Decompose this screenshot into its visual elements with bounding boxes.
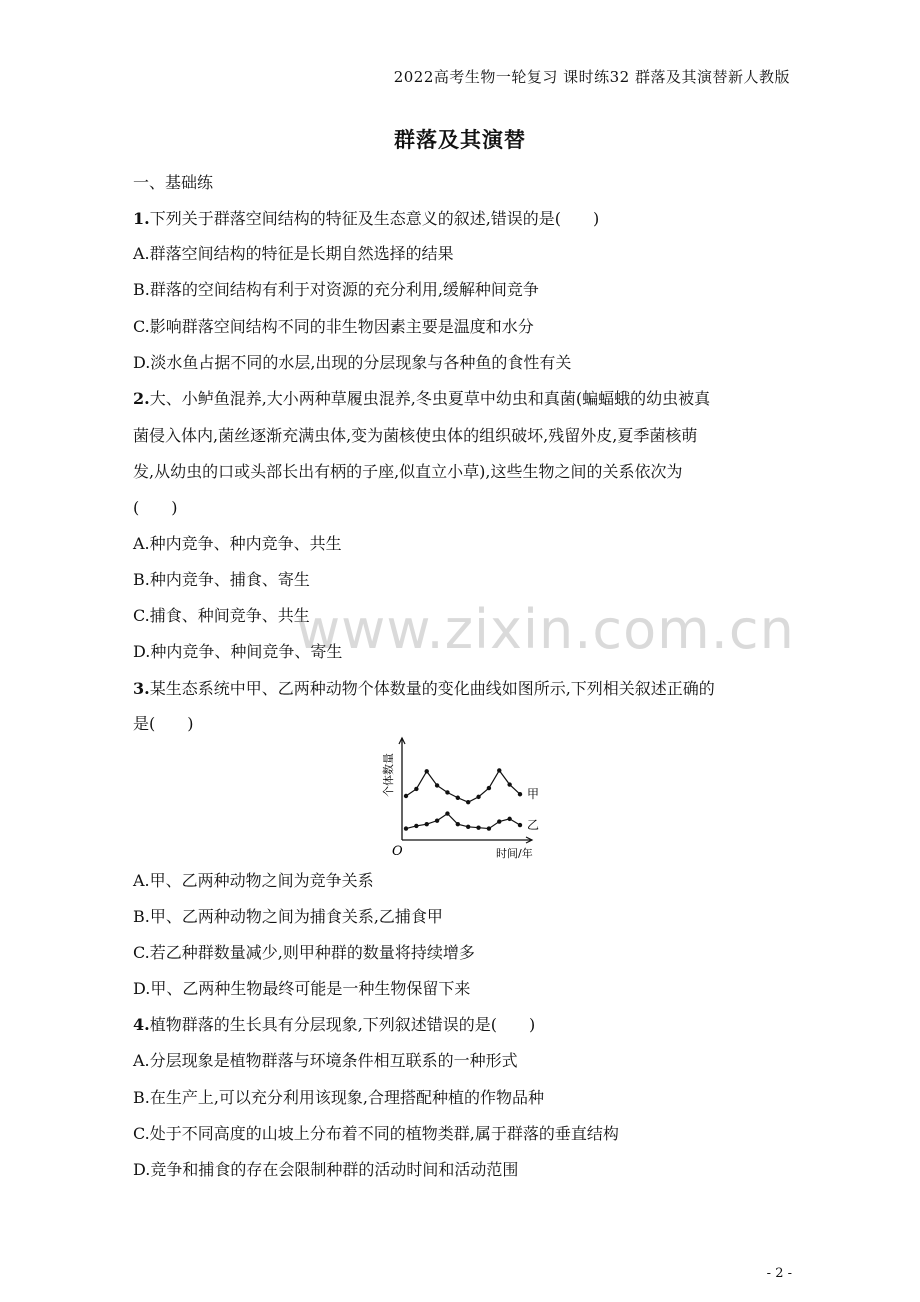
series-label-2: 乙 [527,818,540,833]
series-1-point-10 [497,768,501,772]
x-axis-label: 时间/年 [496,847,533,860]
series-1-point-11 [507,782,511,786]
question-1-text: 下列关于群落空间结构的特征及生态意义的叙述,错误的是( ) [149,209,600,228]
series-1-point-8 [476,795,480,799]
series-1-point-2 [414,787,418,791]
question-4-option-a: A.分层现象是植物群落与环境条件相互联系的一种形式 [133,1051,518,1070]
series-1-point-1 [404,794,408,798]
question-1-option-b: B.群落的空间结构有利于对资源的充分利用,缓解种间竞争 [133,280,539,299]
question-3-option-d: D.甲、乙两种生物最终可能是一种生物保留下来 [133,979,471,998]
question-2-option-c: C.捕食、种间竞争、共生 [133,606,310,625]
question-1-option-c: C.影响群落空间结构不同的非生物因素主要是温度和水分 [133,317,534,336]
question-1-stem [133,206,599,229]
series-2-point-10 [497,819,501,823]
question-2-stem-line-2: 菌侵入体内,菌丝逐渐充满虫体,变为菌核使虫体的组织破坏,残留外皮,夏季菌核萌 [133,426,698,445]
series-2-point-12 [518,823,522,827]
series-1-point-7 [466,800,470,804]
question-2-stem-line-3: 发,从幼虫的口或头部长出有柄的子座,似直立小草),这些生物之间的关系依次为 [133,462,683,481]
series-2-point-2 [414,824,418,828]
question-2-option-a: A.种内竞争、种内竞争、共生 [133,534,342,553]
series-1-point-5 [445,790,449,794]
series-2-point-8 [476,825,480,829]
question-3-stem-line-2: 是( ) [133,714,194,733]
watermark: www.zixin.com.cn [296,598,795,661]
y-axis-label: 个体数量 [382,753,395,797]
question-2-number: 2. [133,389,150,408]
question-3-stem-line-1 [133,676,715,699]
series-2-point-6 [456,822,460,826]
origin-label: O [392,844,403,859]
population-chart [374,732,554,862]
series-2-point-5 [445,811,449,815]
page-title: 群落及其演替 [394,127,526,152]
question-2-stem-line-4: ( ) [133,498,178,517]
question-2-text-1: 大、小鲈鱼混养,大小两种草履虫混养,冬虫夏草中幼虫和真菌(蝙蝠蛾的幼虫被真 [149,389,711,408]
question-3-option-a: A.甲、乙两种动物之间为竞争关系 [133,871,374,890]
question-4-option-c: C.处于不同高度的山坡上分布着不同的植物类群,属于群落的垂直结构 [133,1124,619,1143]
question-3-option-b: B.甲、乙两种动物之间为捕食关系,乙捕食甲 [133,907,443,926]
series-line-1 [406,770,520,802]
series-line-2 [406,814,520,829]
page-header: 2022高考生物一轮复习 课时练32 群落及其演替新人教版 [393,68,790,86]
page-number: - 2 - [766,1266,792,1281]
question-4-number: 4. [133,1015,150,1034]
series-2-point-3 [425,822,429,826]
question-1-option-d: D.淡水鱼占据不同的水层,出现的分层现象与各种鱼的食性有关 [133,353,572,372]
question-3-text-1: 某生态系统中甲、乙两种动物个体数量的变化曲线如图所示,下列相关叙述正确的 [149,679,715,698]
series-1-point-6 [456,796,460,800]
series-2-point-1 [404,826,408,830]
question-2-option-d: D.种内竞争、种间竞争、寄生 [133,642,343,661]
series-1-point-12 [518,792,522,796]
series-1-point-9 [487,786,491,790]
question-4-stem [133,1012,535,1035]
series-2-point-11 [507,817,511,821]
section-heading: 一、基础练 [133,173,214,192]
series-2-point-7 [466,825,470,829]
question-4-text: 植物群落的生长具有分层现象,下列叙述错误的是( ) [149,1015,536,1034]
series-label-1: 甲 [527,787,540,802]
population-chart-svg [374,732,554,862]
chart-marks [404,768,539,832]
question-2-option-b: B.种内竞争、捕食、寄生 [133,570,310,589]
series-1-point-4 [435,783,439,787]
series-2-point-4 [435,818,439,822]
question-4-option-d: D.竞争和捕食的存在会限制种群的活动时间和活动范围 [133,1160,519,1179]
question-4-option-b: B.在生产上,可以充分利用该现象,合理搭配种植的作物品种 [133,1088,545,1107]
question-1-option-a: A.群落空间结构的特征是长期自然选择的结果 [133,244,454,263]
series-1-point-3 [425,769,429,773]
question-1-number: 1. [133,209,150,228]
series-2-point-9 [487,826,491,830]
question-2-stem-line-1 [133,386,710,409]
question-3-number: 3. [133,679,150,698]
question-3-option-c: C.若乙种群数量减少,则甲种群的数量将持续增多 [133,943,475,962]
